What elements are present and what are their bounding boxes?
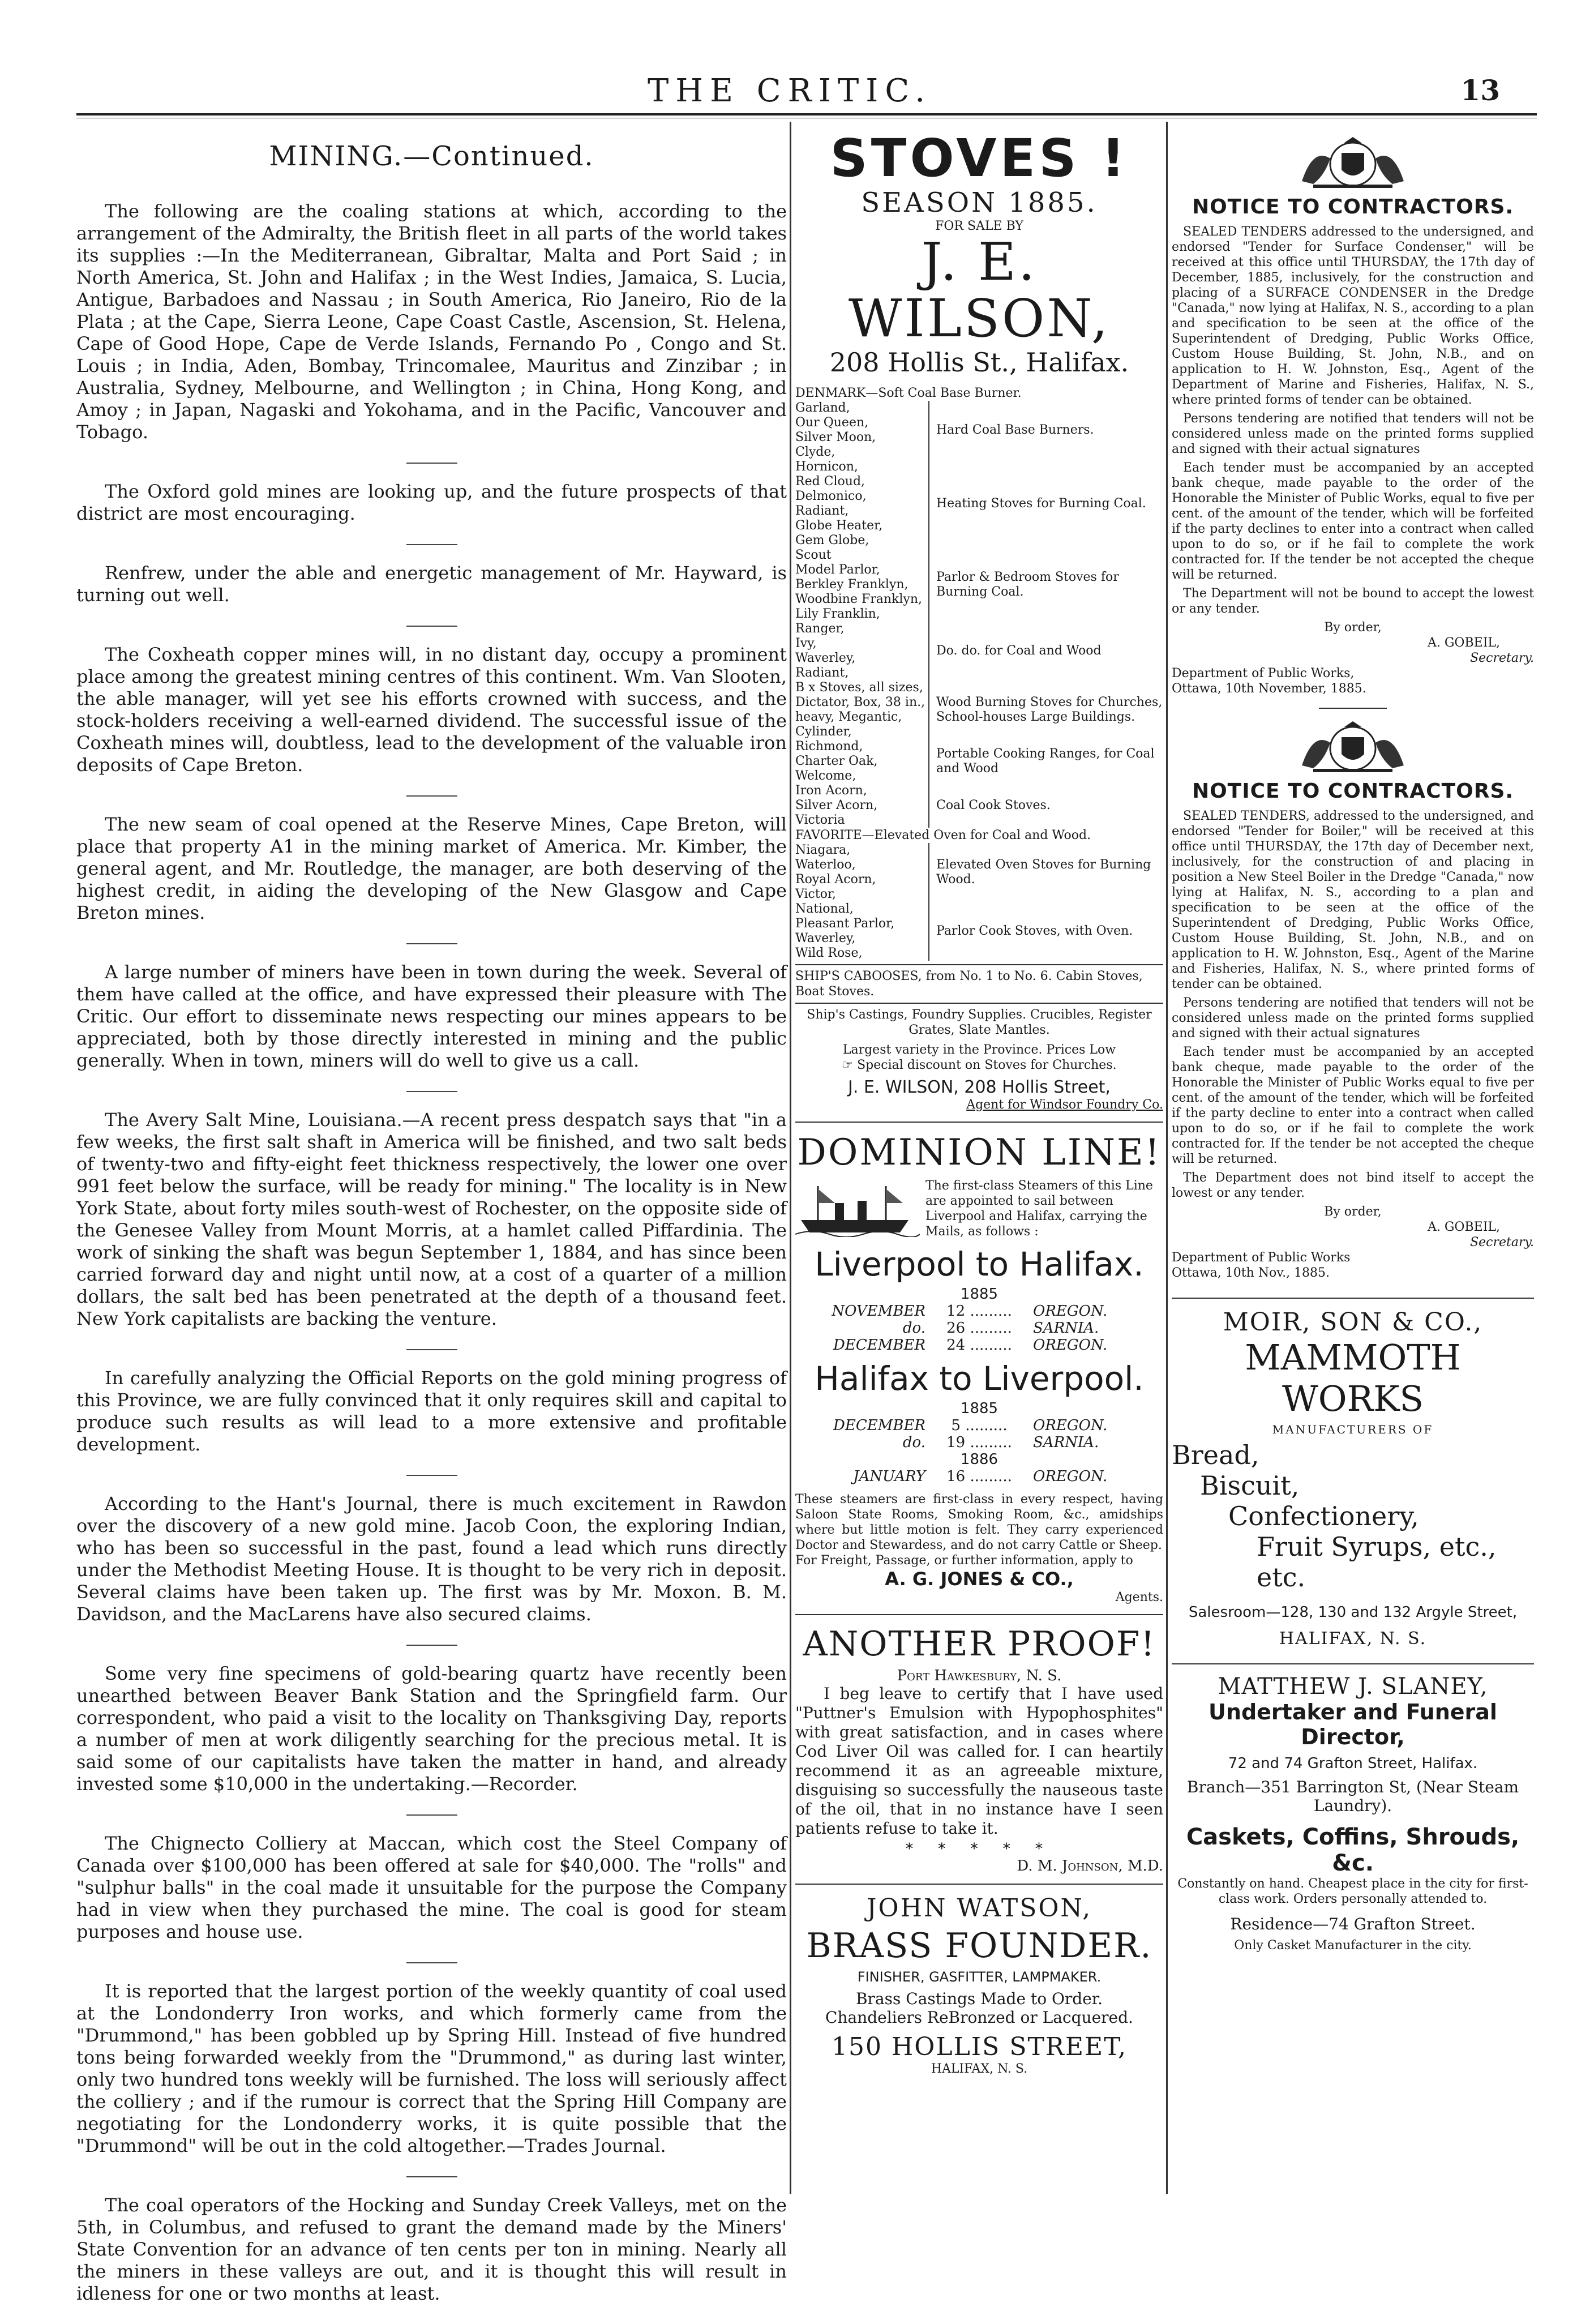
- sailing-month: JANUARY: [853, 1468, 925, 1485]
- coat-of-arms-icon: [1291, 720, 1415, 774]
- watson-line1: Brass Castings Made to Order.: [855, 1989, 1103, 2008]
- proof-headline: ANOTHER PROOF!: [803, 1624, 1156, 1664]
- watson-address: 150 HOLLIS STREET,: [831, 2032, 1128, 2061]
- article-paragraph: According to the Hant's Journal, there is much excitement in Rawdon over the discovery of a new gold mine. Jacob Coon, the exploring Indian, who has been so successful in the past, found a lead which runs directly under the Methodist Meeting House. It is thought to be very rich in deposit. Several claims have been taken up. The first was by Mr. Moxon. B. M. Davidson, and the MacLarens have also secured claims.: [76, 1493, 787, 1625]
- sailing-month: DECEMBER: [833, 1417, 925, 1434]
- proof-stars: * * * * *: [905, 1841, 1053, 1858]
- divider: [406, 1814, 457, 1816]
- article-paragraph: It is reported that the largest portion of the weekly quantity of coal used at the Londonderry Iron works, and which formerly came from the "Drummond," has been gobbled up by Spring Hill. Instead of five hundred tons being forwarded weekly from the "Drummond," as during last winter, only two hundred tons weekly will be furnished. The loss will seriously affect the colliery ; and if the rumour is correct that the Spring Hill Company are negotiating for the Londonderry works, it is quite possible that the "Drummond" will be out in the cold altogether.—Trades Journal.: [76, 1980, 787, 2156]
- slaney-residence: Residence—74 Grafton Street.: [1230, 1915, 1476, 1933]
- article-paragraph: The new seam of coal opened at the Reserve Mines, Cape Breton, will place that property A1 in the mining market of America. Mr. Kimber, the general agent, and Mr. Routledge, the manager, are both deserving of the highest credit, in aiding the developing of the New Glasgow and Cape Breton mines.: [76, 814, 787, 923]
- stove-group: [795, 739, 1163, 784]
- coat-of-arms-icon: [1291, 136, 1415, 190]
- advert-column-right: [1172, 130, 1534, 1953]
- divider: [406, 1962, 457, 1963]
- sailing-row: [795, 1417, 1163, 1434]
- sailing-schedule: [795, 1417, 1163, 1451]
- sailing-ship: OREGON.: [1033, 1303, 1108, 1320]
- divider: [406, 1349, 457, 1350]
- stove-names: Scout Model Parlor, Berkley Franklyn, Woodbine Franklyn, Lily Franklin,: [795, 548, 923, 621]
- proof-place: Port Hawkesbury, N. S.: [897, 1667, 1062, 1684]
- divider: [406, 626, 457, 627]
- stove-names: Garland, Our Queen, Silver Moon, Clyde,: [795, 401, 876, 459]
- notice-paragraph: Persons tendering are notified that tenders will not be considered unless made on the printed forms supplied and signed with their actual signatures: [1172, 996, 1534, 1041]
- for-sale-by: FOR SALE BY: [935, 219, 1023, 233]
- notice-paragraph: SEALED TENDERS, addressed to the undersigned, and endorsed "Tender for Boiler," will be received at this office until THURSDAY, the 17th day of December next, inclusively, for the construction of and placing in position a New Steel Boiler in the Dredge "Canada," now lying at Halifax, N. S., according to a plan and specification to be seen at the office of the Superintendent of Dredging, Public Works Office, Custom House Building, St. John, N.B., and on application to H. W. Johnston, Esq., Agent of the Marine and Fisheries, Halifax, N. S., where printed forms of tender can be obtained.: [1172, 809, 1534, 991]
- stove-names: Niagara, Waterloo, Royal Acorn, Victor,: [795, 843, 876, 901]
- stove-group: [795, 401, 1163, 460]
- dominion-freight: For Freight, Passage, or further information, apply to: [795, 1553, 1133, 1568]
- sailing-day: 26 .........: [946, 1320, 1012, 1337]
- moir-manufacturers: MANUFACTURERS OF: [1272, 1423, 1434, 1436]
- stove-group: [795, 622, 1163, 680]
- watson-trade: BRASS FOUNDER.: [806, 1926, 1152, 1966]
- stove-description: Coal Cook Stoves.: [928, 784, 1163, 828]
- stove-description: Hard Coal Base Burners.: [928, 401, 1163, 460]
- ship-cabooses: SHIP'S CABOOSES, from No. 1 to No. 6. Cabin Stoves, Boat Stoves.: [795, 969, 1143, 999]
- sailing-ship: OREGON.: [1033, 1337, 1108, 1354]
- stove-names: National, Pleasant Parlor, Waverley, Wild Rose,: [795, 902, 895, 960]
- sailing-day: 19 .........: [946, 1434, 1012, 1451]
- watson-sub: FINISHER, GASFITTER, LAMPMAKER.: [857, 1969, 1102, 1985]
- slaney-address: 72 and 74 Grafton Street, Halifax.: [1228, 1755, 1478, 1772]
- stove-group: [795, 843, 1163, 902]
- article-paragraph: The Coxheath copper mines will, in no distant day, occupy a prominent place among the greatest mining centres of this continent. Wm. Van Slooten, the able manager, will yet see his efforts crowned with success, and the stock-holders receiving a well-earned dividend. The successful issue of the Coxheath mines will, doubtless, lead to the development of the valuable iron deposits of Cape Breton.: [76, 644, 787, 776]
- year-label: 1885: [960, 1286, 999, 1303]
- slaney-name: MATTHEW J. SLANEY,: [1218, 1674, 1488, 1700]
- year-label: 1886: [960, 1451, 999, 1468]
- moir-item: Biscuit,: [1200, 1470, 1300, 1501]
- stove-group: [795, 548, 1163, 622]
- article-paragraph: The coal operators of the Hocking and Sunday Creek Valleys, met on the 5th, in Columbus, and refused to grant the demand made by the Miners' State Convention for an advance of ten cents per ton in mining. Nearly all the miners in these valleys are out, and it is thought this will result in idleness for one or two months at least.: [76, 2194, 787, 2304]
- variety-line: Largest variety in the Province. Prices Low: [842, 1043, 1116, 1057]
- notice-heading: NOTICE TO CONTRACTORS.: [1192, 195, 1514, 219]
- notice-heading: NOTICE TO CONTRACTORS.: [1192, 780, 1514, 803]
- stove-description: Wood Burning Stoves for Churches, School-houses Large Buildings.: [928, 680, 1163, 739]
- stove-names: Richmond, Charter Oak, Welcome,: [795, 739, 878, 783]
- divider: [795, 1122, 1163, 1123]
- notice-dept: Department of Public Works,: [1172, 666, 1355, 680]
- season-line: SEASON 1885.: [861, 187, 1098, 219]
- notice-paragraph: Each tender must be accompanied by an accepted bank cheque, made payable to the order of the Honorable the Minister of Public Works equal to five per cent. of the amount of the tender, which will be forfeited if the party decline to enter into a contract when called upon to do so, or if he fail to complete the work contracted for. If the tender be not accepted the cheque will be returned.: [1172, 1045, 1534, 1166]
- sailing-day: 12 .........: [946, 1303, 1012, 1320]
- signer: A. GOBEIL,: [1427, 1220, 1500, 1234]
- agent-name: A. G. JONES & CO.,: [885, 1568, 1074, 1590]
- article-paragraph: Some very fine specimens of gold-bearing quartz have recently been unearthed between Beaver Bank Station and the Springfield farm. Our correspondent, who paid a visit to the locality on Thanksgiving Day, reports a number of men at work diligently searching for the precious metal. It is said some of our capitalists have taken the matter in hand, and already invested some $10,000 in the undertaking.—Recorder.: [76, 1663, 787, 1795]
- watson-line2: Chandeliers ReBronzed or Lacquered.: [825, 2008, 1133, 2027]
- sailing-row: [795, 1434, 1163, 1451]
- divider: [1172, 1298, 1534, 1299]
- notice-paragraph: SEALED TENDERS addressed to the undersigned, and endorsed "Tender for Surface Condenser," will be received at this office until THURSDAY, the 17th day of December, 1885, inclusively, for the construction and placing of a SURFACE CONDENSER in the Dredge "Canada," now lying at Halifax, N. S., according to a plan and specification to be seen at the office of the Superintendent of Dredging, Public Works Office, Custom House Building, St. John, N.B., and on application to H. W. Johnston, Esq., Agent of the Department of Marine and Fisheries, Halifax, N. S., where printed forms of tender can be obtained.: [1172, 225, 1534, 407]
- dominion-intro: [795, 1178, 1163, 1239]
- sailing-ship: OREGON.: [1033, 1417, 1108, 1434]
- by-order: By order,: [1324, 1205, 1382, 1219]
- section-heading: MINING.—Continued.: [269, 140, 594, 172]
- dominion-headline: DOMINION LINE!: [797, 1132, 1162, 1174]
- moir-item: Confectionery,: [1228, 1501, 1419, 1531]
- article-paragraph: In carefully analyzing the Official Reports on the gold mining progress of this Province, we are fully convinced that it only requires skill and capital to produce such results as will lead to a more extensive and profitable development.: [76, 1367, 787, 1455]
- moir-item: Bread,: [1172, 1440, 1259, 1470]
- divider: [406, 1091, 457, 1092]
- route-heading: Halifax to Liverpool.: [815, 1359, 1144, 1398]
- agent-line: Agent for Windsor Foundry Co.: [966, 1098, 1163, 1112]
- slaney-goods: Caskets, Coffins, Shrouds, &c.: [1186, 1824, 1520, 1876]
- stove-description: Parlor & Bedroom Stoves for Burning Coal.: [928, 548, 1163, 622]
- divider: [795, 1884, 1163, 1885]
- stove-first-line: DENMARK—Soft Coal Base Burner.: [795, 386, 1022, 400]
- article-paragraph: The Oxford gold mines are looking up, and the future prospects of that district are most encouraging.: [76, 481, 787, 524]
- sailing-day: 5 .........: [951, 1417, 1008, 1434]
- sailing-month: do.: [902, 1320, 925, 1337]
- advert-column-middle: [795, 130, 1163, 2077]
- newspaper-title: THE CRITIC.: [647, 72, 932, 109]
- ship-castings: Ship's Castings, Foundry Supplies. Crucibles, Register Grates, Slate Mantles.: [807, 1008, 1152, 1037]
- notice-paragraph: Persons tendering are notified that tenders will not be considered unless made on the printed forms supplied and signed with their actual signatures: [1172, 412, 1534, 456]
- notice-paragraph: The Department will not be bound to accept the lowest or any tender.: [1172, 587, 1534, 616]
- divider: [795, 1614, 1163, 1615]
- sailing-month: NOVEMBER: [832, 1303, 925, 1320]
- sailing-schedule: [795, 1468, 1163, 1485]
- stove-names: Ranger, Ivy, Waverley, Radiant,: [795, 622, 856, 680]
- discount-line: [795, 1058, 1163, 1073]
- moir-item: Fruit Syrups, etc., etc.: [1257, 1531, 1497, 1593]
- divider: [406, 943, 457, 944]
- sailing-ship: OREGON.: [1033, 1468, 1108, 1485]
- seller-address: 208 Hollis St., Halifax.: [829, 347, 1129, 378]
- sailing-ship: SARNIA.: [1033, 1434, 1099, 1451]
- slaney-constantly: Constantly on hand. Cheapest place in the city for first-class work. Orders personally attended to.: [1177, 1877, 1528, 1906]
- route-heading: Liverpool to Halifax.: [815, 1245, 1144, 1283]
- slaney-only: Only Casket Manufacturer in the city.: [1234, 1938, 1472, 1953]
- watson-name: JOHN WATSON,: [866, 1894, 1092, 1923]
- stove-description: Parlor Cook Stoves, with Oven.: [928, 902, 1163, 961]
- stove-group: [795, 460, 1163, 548]
- stove-list: [795, 843, 1163, 961]
- stove-names: Hornicon, Red Cloud, Delmonico, Radiant, Globe Heater, Gem Globe,: [795, 460, 883, 547]
- masthead: [79, 67, 1500, 112]
- sailing-month: do.: [902, 1434, 925, 1451]
- masthead-rule: [76, 113, 1537, 115]
- divider: [1319, 708, 1387, 709]
- slaney-branch: Branch—351 Barrington St, (Near Steam Laundry).: [1186, 1778, 1519, 1815]
- sailing-schedule: [795, 1303, 1163, 1354]
- article-paragraph: The following are the coaling stations at which, according to the arrangement of the Admiralty, the British fleet in all parts of the world takes its supplies :—In the Mediterranean, Gibraltar, Malta and Port Said ; in North America, St. John and Halifax ; in the West Indies, Jamaica, S. Lucia, Antigue, Barbadoes and Nassau ; in South America, Rio Janeiro, Rio de la Plata ; at the Cape, Sierra Leone, Cape Coast Castle, Ascension, St. Helena, Cape of Good Hope, Cape de Verde Islands, Fernando Po , Congo and St. Louis ; in India, Aden, Bombay, Trincomalee, Mauritus and Zinzibar ; in Australia, Sydney, Melbourne, and Wellington ; in China, Hong Kong, and Amoy ; in Japan, Nagaski and Yokohama, and in the Pacific, Vancouver and Tobago.: [76, 200, 787, 443]
- sailing-row: [795, 1337, 1163, 1354]
- moir-name: MOIR, SON & CO.,: [1223, 1308, 1483, 1337]
- article-paragraph: A large number of miners have been in town during the week. Several of them have called at the office, and have expressed their pleasure with The Critic. Our effort to disseminate news respecting our mines appears to be appreciated, both by those directly interested in mining and the public generally. When in town, miners will do well to give us a call.: [76, 961, 787, 1071]
- seller-name: J. E. WILSON,: [848, 232, 1111, 349]
- by-order: By order,: [1324, 620, 1382, 635]
- sailing-ship: SARNIA.: [1033, 1320, 1099, 1337]
- sailing-day: 16 .........: [946, 1468, 1012, 1485]
- divider: [406, 795, 457, 797]
- sailing-row: [795, 1468, 1163, 1485]
- steamship-icon: [795, 1180, 920, 1237]
- proof-signature: D. M. Johnson, M.D.: [1017, 1858, 1163, 1874]
- signer-title: Secretary.: [1470, 1235, 1534, 1249]
- notice-date: Ottawa, 10th Nov., 1885.: [1172, 1266, 1330, 1280]
- pointing-hand-icon: ☞: [842, 1058, 854, 1072]
- article-paragraph: Renfrew, under the able and energetic management of Mr. Hayward, is turning out well.: [76, 562, 787, 606]
- article-paragraph: The Chignecto Colliery at Maccan, which cost the Steel Company of Canada over $100,000 has been offered at sale for $40,000. The "rolls" and "sulphur balls" in the coal made it unsuitable for the purpose the Company had in view when they purchased the mine. The coal is good for steam purposes and house use.: [76, 1833, 787, 1942]
- stove-list: [795, 401, 1163, 828]
- stove-group: [795, 902, 1163, 961]
- column-divider: [790, 122, 791, 2194]
- page-number: 13: [1460, 74, 1500, 107]
- notice-paragraph: The Department does not bind itself to accept the lowest or any tender.: [1172, 1171, 1534, 1200]
- moir-works: MAMMOTH WORKS: [1245, 1337, 1461, 1419]
- article-paragraph: The Avery Salt Mine, Louisiana.—A recent press despatch says that "in a few weeks, the first salt shaft in America will be finished, and two salt beds of twenty-two and fifty-eight feet thickness respectively, the lower one over 991 feet below the surface, will be ready for mining." The locality is in New York State, about forty miles south-west of Rochester, on the opposite side of the Genesee Valley from Mount Morris, at a hamlet called Piffardinia. The work of sinking the shaft was begun September 1, 1884, and has since been carried forward day and night until now, at a cost of a quarter of a million dollars, the salt bed has been penetrated at the depth of a thousand feet. New York capitalists are backing the venture.: [76, 1109, 787, 1329]
- divider: [1172, 1663, 1534, 1664]
- stoves-headline: STOVES !: [830, 128, 1129, 189]
- wilson-footer: J. E. WILSON, 208 Hollis Street,: [848, 1077, 1111, 1097]
- sailing-day: 24 .........: [946, 1337, 1012, 1354]
- divider: [406, 1475, 457, 1476]
- moir-city: HALIFAX, N. S.: [1279, 1629, 1427, 1649]
- stove-group: [795, 680, 1163, 739]
- divider: [406, 544, 457, 545]
- divider: [406, 1645, 457, 1646]
- stove-favorite-line: FAVORITE—Elevated Oven for Coal and Wood.: [795, 828, 1091, 842]
- notice-date: Ottawa, 10th November, 1885.: [1172, 682, 1366, 696]
- mining-column: [76, 130, 787, 2324]
- stove-names: Iron Acorn, Silver Acorn, Victoria: [795, 784, 878, 827]
- column-divider: [1166, 122, 1168, 2194]
- sailing-month: DECEMBER: [833, 1337, 925, 1354]
- divider: [406, 463, 457, 464]
- proof-body: I beg leave to certify that I have used "Puttner's Emulsion with Hypophosphites" with great satisfaction, and in cases where Cod Liver Oil was called for. I can heartily recommend it as an agreeable mixture, disguising so successfully the nauseous taste of the oil, that in no instance have I seen patients refuse to take it.: [795, 1684, 1163, 1838]
- agents-label: Agents.: [1115, 1590, 1163, 1604]
- stove-names: B x Stoves, all sizes, Dictator, Box, 38 in., heavy, Megantic, Cylinder,: [795, 680, 925, 739]
- divider: [795, 964, 1163, 965]
- moir-salesroom: Salesroom—128, 130 and 132 Argyle Street,: [1188, 1604, 1518, 1621]
- dominion-blurb: The first-class Steamers of this Line are appointed to sail between Liverpool and Halifax, carrying the Mails, as follows :: [925, 1179, 1153, 1239]
- notice-paragraph: Each tender must be accompanied by an accepted bank cheque, made payable to the order of the Honorable the Minister of Public Works, equal to five per cent. of the amount of the tender, which will be forfeited if the party declines to enter into a contract when called upon to do so, or if he fail to complete the work contracted for. If the tender be not accepted the cheque will be returned.: [1172, 461, 1534, 582]
- stove-group: [795, 784, 1163, 828]
- dominion-fineprint: These steamers are first-class in every respect, having Saloon State Rooms, Smoking Room, &c., amidships where but little motion is felt. They carry experienced Doctor and Stewardess, and do not carry Cattle or Sheep.: [795, 1492, 1163, 1552]
- divider: [795, 1003, 1163, 1004]
- stove-description: Elevated Oven Stoves for Burning Wood.: [928, 843, 1163, 902]
- stove-description: Portable Cooking Ranges, for Coal and Wood: [928, 739, 1163, 784]
- discount-text: Special discount on Stoves for Churches.: [857, 1058, 1117, 1072]
- sailing-row: [795, 1303, 1163, 1320]
- sailing-row: [795, 1320, 1163, 1337]
- slaney-trade: Undertaker and Funeral Director,: [1209, 1700, 1497, 1749]
- watson-city: HALIFAX, N. S.: [931, 2062, 1028, 2076]
- stove-description: Heating Stoves for Burning Coal.: [928, 460, 1163, 548]
- year-label: 1885: [960, 1400, 999, 1417]
- notice-dept: Department of Public Works: [1172, 1251, 1351, 1265]
- signer-title: Secretary.: [1470, 651, 1534, 665]
- signer: A. GOBEIL,: [1427, 636, 1500, 650]
- stove-description: Do. do. for Coal and Wood: [928, 622, 1163, 680]
- divider: [406, 2176, 457, 2177]
